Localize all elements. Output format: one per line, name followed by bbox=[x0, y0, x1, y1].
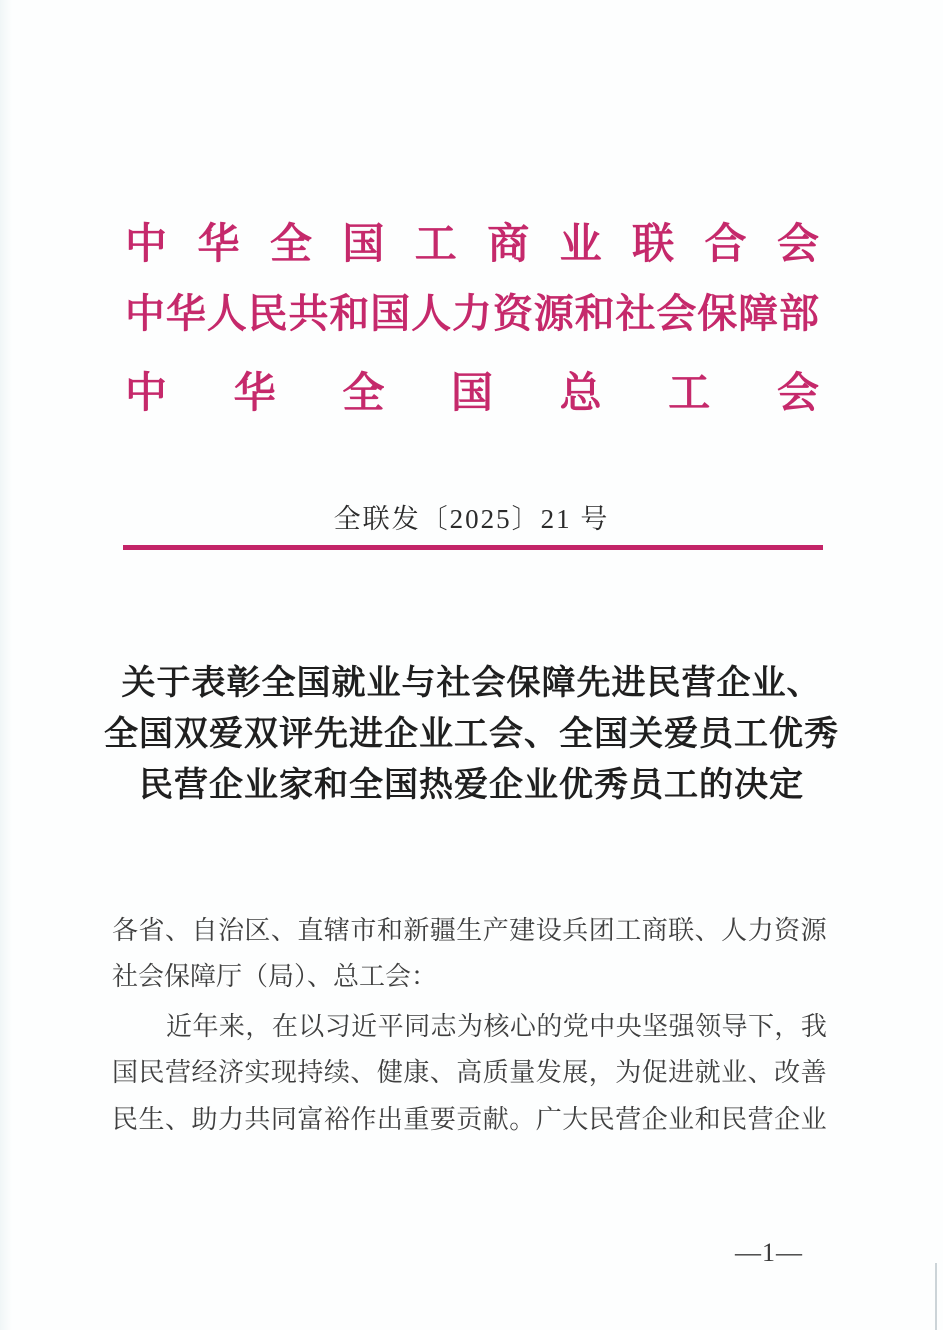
scan-artifact-line bbox=[935, 1263, 937, 1330]
body-paragraph-line-2: 国 民 营 经 济 实 现 持 续 、 健 康 、 高 质 量 发 展 ， 为 促 进 就 业 、 改 善 bbox=[112, 1058, 827, 1087]
title-line-2: 全国双爱双评先进企业工会、全国关爱员工优秀 bbox=[104, 716, 839, 753]
document-number: 全联发〔2025〕21 号 bbox=[333, 504, 610, 534]
title-line-1: 关于表彰全国就业与社会保障先进民营企业、 bbox=[121, 665, 822, 702]
issuing-org-line-1: 中 华 全 国 工 商 业 联 合 会 bbox=[125, 222, 819, 268]
body-paragraph-line-3: 民 生 、 助 力 共 同 富 裕 作 出 重 要 贡 献 。 广 大 民 营 企 业 和 民 营 企 业 bbox=[112, 1105, 827, 1134]
document-title bbox=[0, 658, 943, 811]
page-number: —1— bbox=[735, 1238, 803, 1267]
recipients-line-2: 社会保障厅（局）、总工会： bbox=[112, 962, 438, 991]
issuing-org-line-2: 中 华 人 民 共 和 国 人 力 资 源 和 社 会 保 障 部 bbox=[125, 291, 819, 336]
body-paragraph-line-1: 近 年 来 ， 在 以 习 近 平 同 志 为 核 心 的 党 中 央 坚 强 领 导 下 ， 我 bbox=[166, 1012, 827, 1041]
recipients-line-1: 各 省 、 自 治 区 、 直 辖 市 和 新 疆 生 产 建 设 兵 团 工 商 联 、 人 力 资 源 bbox=[112, 916, 827, 945]
title-line-3: 民营企业家和全国热爱企业优秀员工的决定 bbox=[139, 767, 804, 804]
issuing-org-line-3: 中 华 全 国 总 工 会 bbox=[125, 371, 819, 417]
red-divider-line bbox=[123, 545, 823, 550]
